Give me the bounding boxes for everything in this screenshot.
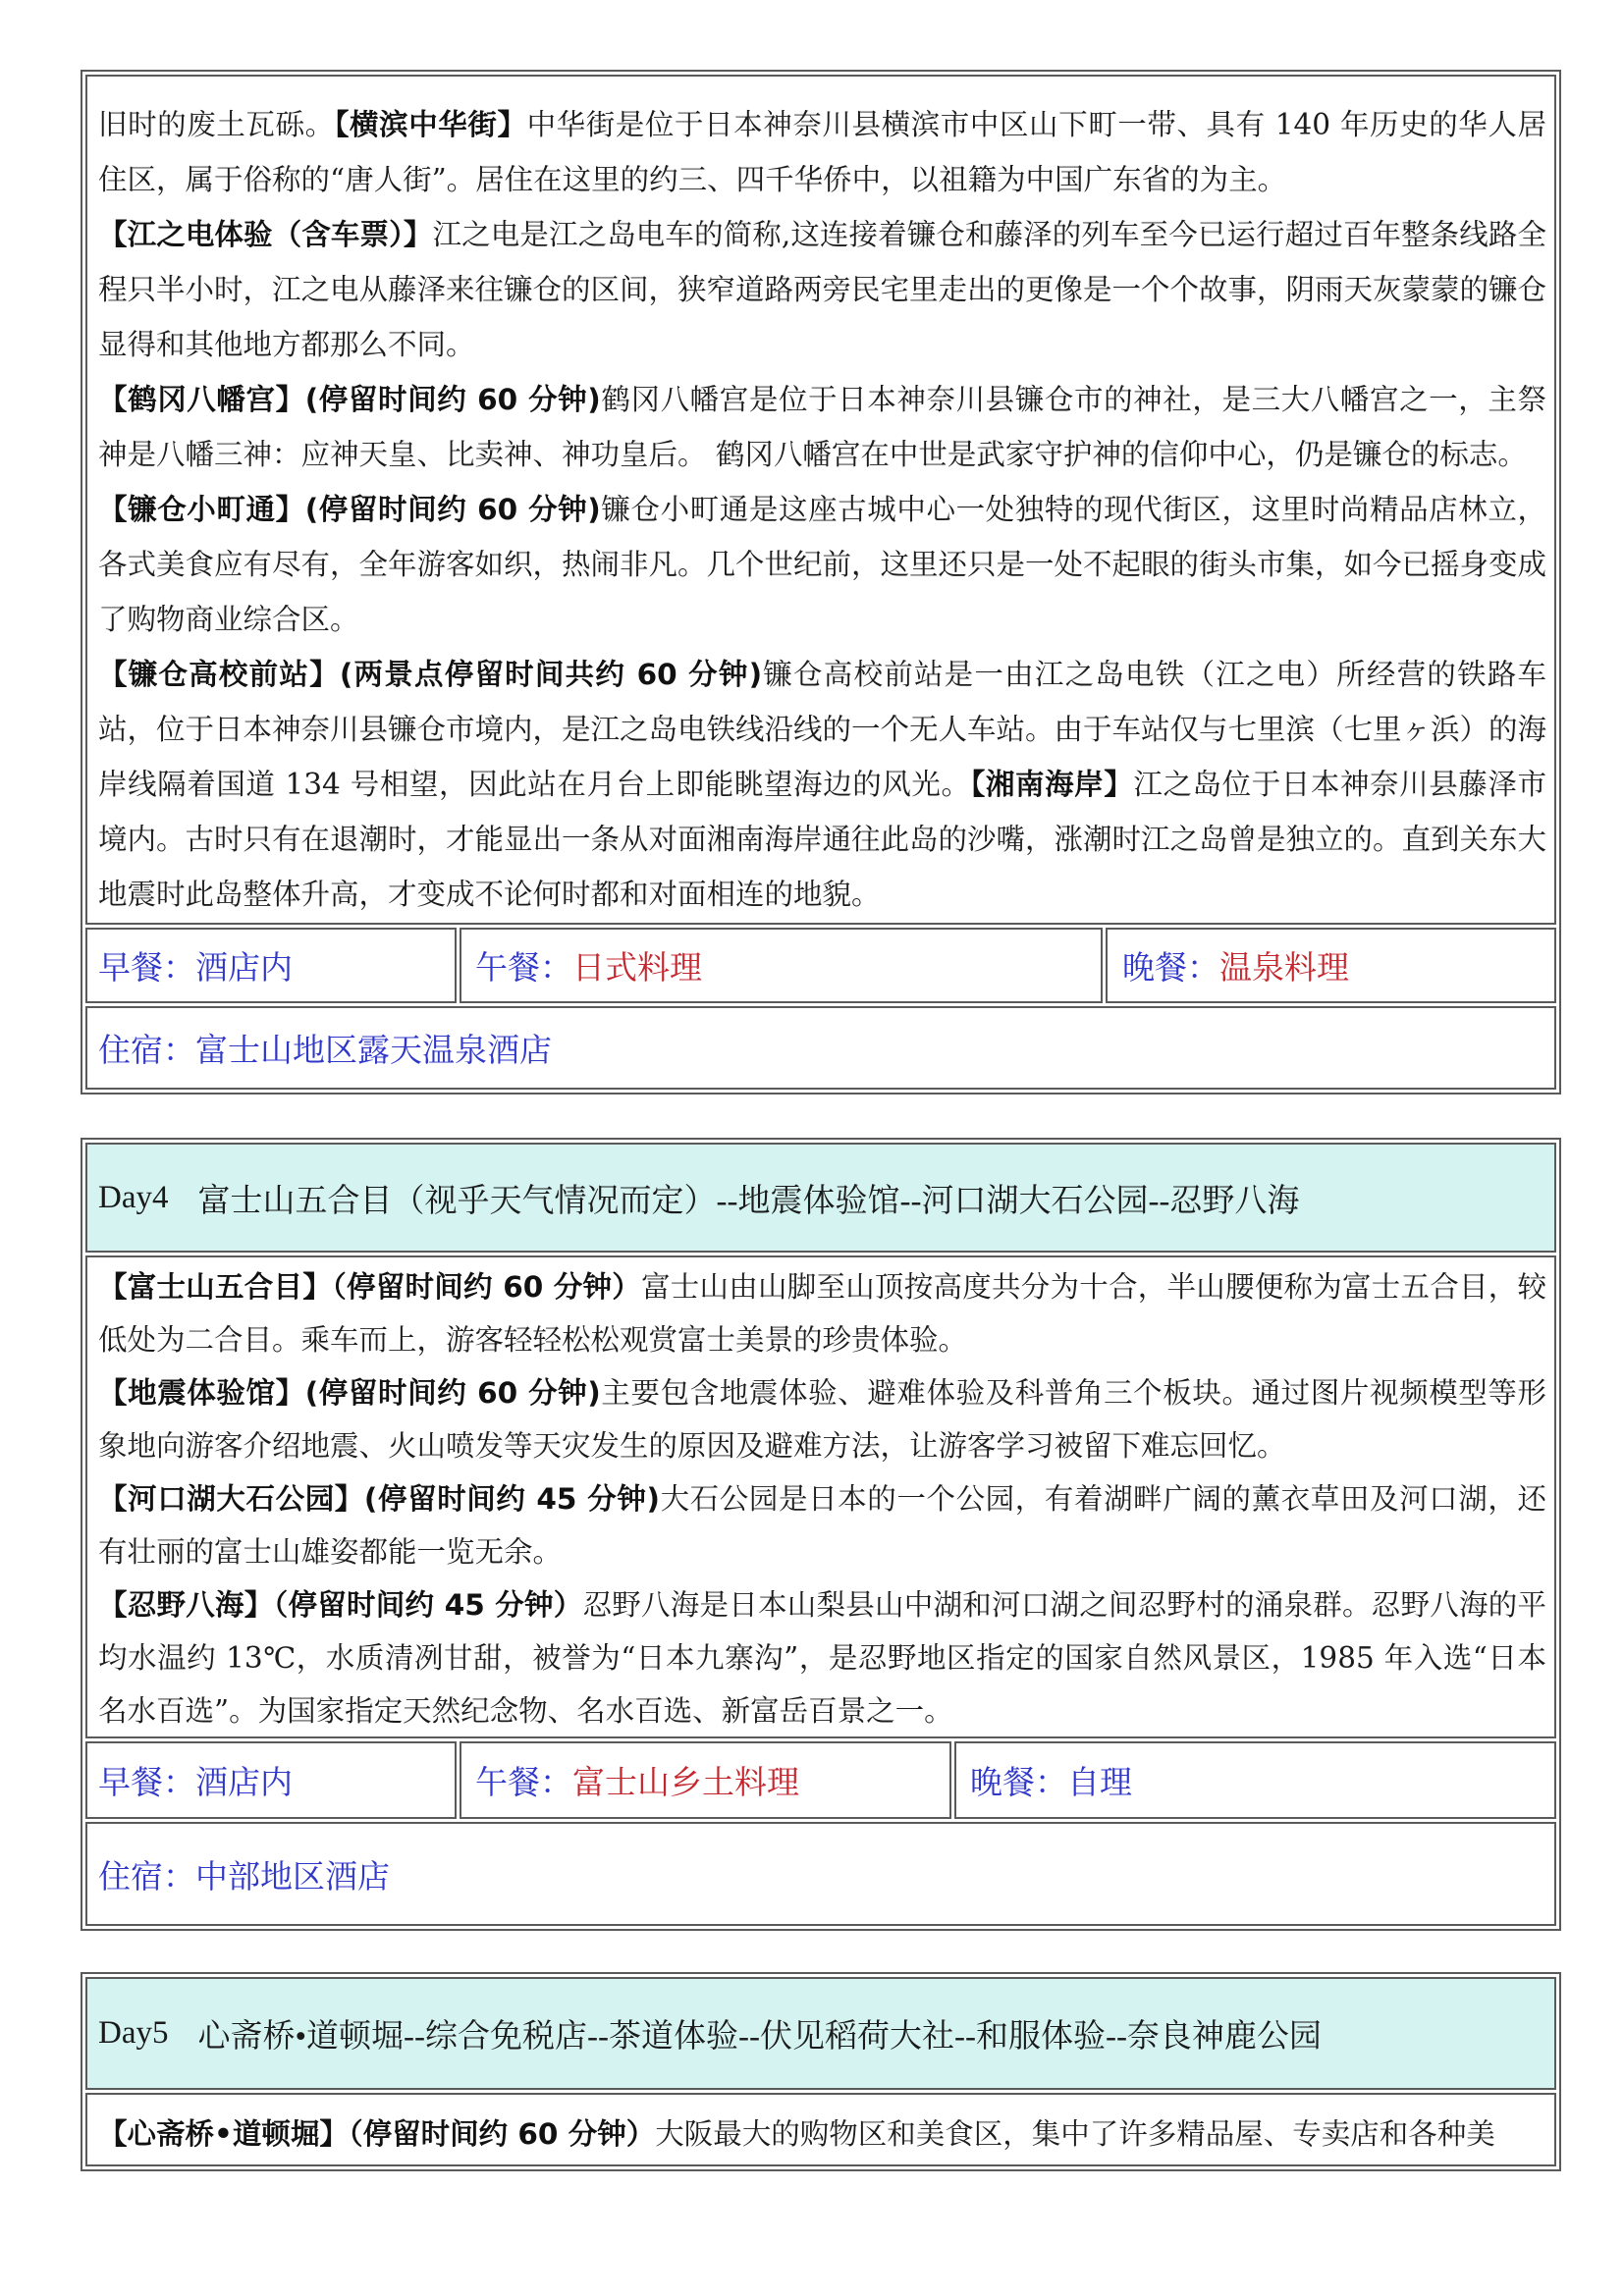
itinerary-paragraph xyxy=(98,482,1546,647)
paragraph-text: 旧时的废土瓦砾。 xyxy=(98,108,335,141)
paragraph-text: 主要包含地震体验、避难体验及科普角三个板块。通过图片视频模型等形象地向游客介绍地震、火山喷发等天灾发生的原因及避难方法，让游客学习被留下难忘回忆。 xyxy=(98,1376,1546,1463)
day5-description-cell xyxy=(85,2093,1556,2166)
meal-breakfast-label: 早餐： xyxy=(98,948,195,987)
meal-lunch-cell xyxy=(460,928,1103,1003)
meal-breakfast-cell xyxy=(85,928,457,1003)
attraction-title: 【横滨中华街】 xyxy=(334,108,527,141)
paragraph-text: 富士山由山脚至山顶按高度共分为十合，半山腰便称为富士五合目，较低处为二合目。乘车而上，游客轻轻松松观赏富士美景的珍贵体验。 xyxy=(98,1270,1546,1357)
meal-lunch-value: 日式料理 xyxy=(572,948,702,987)
meal-breakfast-value: 酒店内 xyxy=(195,948,293,987)
day-label: Day4 xyxy=(98,1179,169,1215)
paragraph-text: 中华街是位于日本神奈川县横滨市中区山下町一带、具有 140 年历史的华人居住区，属于俗称的“唐人街”。居住在这里的约三、四千华侨中，以祖籍为中国广东省的为主。 xyxy=(98,108,1546,196)
itinerary-paragraph xyxy=(98,1260,1546,1366)
itinerary-paragraph xyxy=(98,372,1546,482)
day-route: 富士山五合目（视乎天气情况而定）--地震体验馆--河口湖大石公园--忍野八海 xyxy=(197,1183,1300,1219)
lodging-label: 住宿： xyxy=(98,1856,195,1896)
attraction-title: 【忍野八海】（停留时间约 45 分钟） xyxy=(98,1588,583,1622)
lodging-cell xyxy=(85,1822,1556,1926)
paragraph-text: 镰仓小町通是这座古城中心一处独特的现代街区，这里时尚精品店林立，各式美食应有尽有，全年游客如织，热闹非凡。几个世纪前，这里还只是一处不起眼的街头市集，如今已摇身变成了购物商业综合区。 xyxy=(98,493,1547,636)
day4-description-cell xyxy=(85,1255,1556,1738)
itinerary-paragraph xyxy=(98,1366,1546,1472)
meal-lunch-value: 富士山乡土料理 xyxy=(572,1763,799,1801)
attraction-title: 【湘南海岸】 xyxy=(970,768,1134,801)
day4-table xyxy=(81,1138,1561,1931)
attraction-title: 【江之电体验（含车票）】 xyxy=(98,218,433,251)
meal-lunch-label: 午餐： xyxy=(475,948,572,987)
meal-breakfast-value: 酒店内 xyxy=(195,1763,293,1801)
attraction-title: 【镰仓高校前站】(两景点停留时间共约 60 分钟) xyxy=(98,658,763,691)
paragraph-text: 鹤冈八幡宫是位于日本神奈川县镰仓市的神社，是三大八幡宫之一，主祭神是八幡三神：应神天皇、比卖神、神功皇后。 鹤冈八幡宫在中世是武家守护神的信仰中心，仍是镰仓的标志。 xyxy=(98,383,1546,471)
itinerary-paragraph xyxy=(98,2108,1546,2161)
meal-dinner-label: 晚餐： xyxy=(970,1763,1067,1801)
meal-dinner-cell xyxy=(1106,928,1556,1003)
meal-dinner-cell xyxy=(954,1741,1556,1819)
day3-continued-table xyxy=(81,70,1561,1095)
attraction-title: 【镰仓小町通】(停留时间约 60 分钟) xyxy=(98,493,601,526)
paragraph-text: 江之岛位于日本神奈川县藤泽市境内。古时只有在退潮时，才能显出一条从对面湘南海岸通往此岛的沙嘴，涨潮时江之岛曾是独立的。直到关东大地震时此岛整体升高，才变成不论何时都和对面相连的地貌。 xyxy=(98,768,1547,911)
lodging-value: 中部地区酒店 xyxy=(195,1856,390,1896)
lodging-cell xyxy=(85,1006,1556,1090)
attraction-title: 【河口湖大石公园】(停留时间约 45 分钟) xyxy=(98,1482,660,1516)
day5-table xyxy=(81,1972,1561,2171)
attraction-title: 【鹤冈八幡宫】(停留时间约 60 分钟) xyxy=(98,383,601,416)
meal-breakfast-label: 早餐： xyxy=(98,1763,195,1801)
itinerary-paragraph xyxy=(98,207,1546,372)
day5-header xyxy=(85,1977,1556,2090)
paragraph-text: 大阪最大的购物区和美食区，集中了许多精品屋、专卖店和各种美 xyxy=(655,2117,1495,2151)
attraction-title: 【地震体验馆】(停留时间约 60 分钟) xyxy=(98,1376,601,1410)
paragraph-text: 大石公园是日本的一个公园，有着湖畔广阔的薰衣草田及河口湖，还有壮丽的富士山雄姿都能一览无余。 xyxy=(98,1482,1546,1569)
day3-description-cell xyxy=(85,75,1556,925)
itinerary-paragraph xyxy=(98,1578,1546,1737)
lodging-value: 富士山地区露天温泉酒店 xyxy=(195,1031,552,1069)
itinerary-paragraph xyxy=(98,647,1546,922)
itinerary-paragraph xyxy=(98,97,1546,207)
meal-lunch-cell xyxy=(460,1741,951,1819)
paragraph-text: 江之电是江之岛电车的简称,这连接着镰仓和藤泽的列车至今已运行超过百年整条线路全程只半小时，江之电从藤泽来往镰仓的区间，狭窄道路两旁民宅里走出的更像是一个个故事，阴雨天灰蒙蒙的镰仓显得和其他地方都那么不同。 xyxy=(98,218,1547,361)
meal-lunch-label: 午餐： xyxy=(475,1763,572,1801)
itinerary-paragraph xyxy=(98,1472,1546,1578)
attraction-title: 【心斋桥•道顿堀】（停留时间约 60 分钟） xyxy=(98,2117,656,2151)
meal-dinner-value: 温泉料理 xyxy=(1219,948,1349,987)
day-label: Day5 xyxy=(98,2015,169,2051)
day-route: 心斋桥•道顿堀--综合免税店--茶道体验--伏见稻荷大社--和服体验--奈良神鹿公园 xyxy=(197,2019,1322,2055)
attraction-title: 【富士山五合目】（停留时间约 60 分钟） xyxy=(98,1270,642,1304)
lodging-label: 住宿： xyxy=(98,1031,195,1069)
paragraph-text: 忍野八海是日本山梨县山中湖和河口湖之间忍野村的涌泉群。忍野八海的平均水温约 13℃，水质清冽甘甜，被誉为“日本九寨沟”，是忍野地区指定的国家自然风景区，1985 年入选“日本名水百选”。为国家指定天然纪念物、名水百选、新富岳百景之一。 xyxy=(98,1588,1546,1728)
day4-header xyxy=(85,1143,1556,1253)
paragraph-text: 镰仓高校前站是一由江之岛电铁（江之电）所经营的铁路车站，位于日本神奈川县镰仓市境内，是江之岛电铁线沿线的一个无人车站。由于车站仅与七里滨（七里ヶ浜）的海岸线隔着国道 134 号相望，因此站在月台上即能眺望海边的风光。 xyxy=(98,658,1547,801)
meal-breakfast-cell xyxy=(85,1741,457,1819)
meal-dinner-label: 晚餐： xyxy=(1122,948,1219,987)
meal-dinner-value: 自理 xyxy=(1067,1763,1132,1801)
